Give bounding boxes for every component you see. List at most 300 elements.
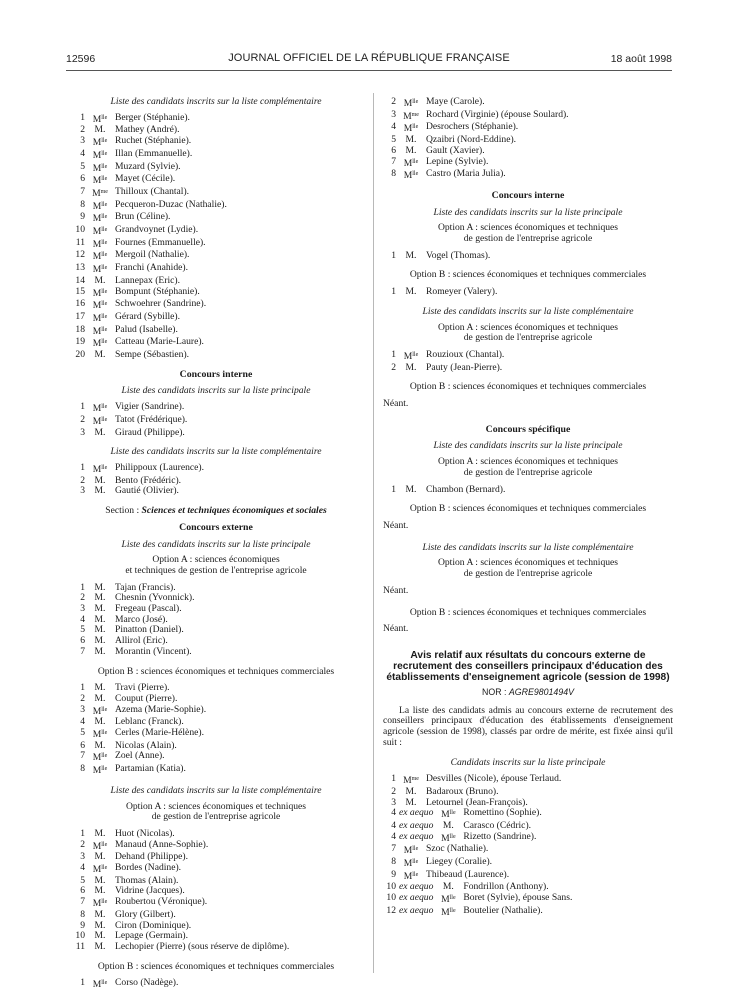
rank-number: 8 [391, 856, 396, 868]
civility-title [85, 250, 115, 263]
candidate-name: Sempe (Sébastien). [115, 349, 190, 361]
rank-number: 1 [391, 483, 396, 495]
candidate-name: Giraud (Philippe). [115, 426, 185, 438]
rank-number: 9 [80, 211, 85, 223]
list-title: Liste des candidats inscrits sur la liste complémentaire [110, 784, 322, 796]
candidate-name: Philippoux (Laurence). [115, 461, 204, 473]
civility-abbrev: M [92, 113, 102, 125]
rank-number: 3 [80, 851, 85, 863]
option-line: Option A : sciences économiques et techniques [125, 800, 307, 812]
civility-abbrev: M [92, 200, 102, 212]
candidate-name: Travi (Pierre). [115, 682, 170, 694]
candidate-list [383, 350, 673, 373]
civility-abbrev: M. [94, 124, 106, 136]
civility-abbrev: M [92, 187, 101, 199]
rank-number: 11 [75, 941, 85, 952]
candidate-row [383, 774, 673, 787]
civility-title [396, 844, 426, 857]
civility-abbrev: M [403, 157, 413, 169]
candidate-name: Muzard (Sylvie). [115, 160, 181, 172]
candidate-name: Vogel (Thomas). [426, 249, 491, 261]
candidate-row [72, 486, 360, 497]
civility-superscript: lle [101, 404, 108, 411]
civility-superscript: lle [101, 980, 108, 987]
list-title: Liste des candidats inscrits sur la liste principale [433, 440, 623, 452]
candidate-list [72, 583, 360, 658]
civility-title [433, 906, 463, 919]
option-line: Option A : sciences économiques et techniques [437, 222, 619, 234]
candidate-list [383, 97, 673, 182]
candidate-list [383, 485, 673, 496]
civility-abbrev: M. [442, 819, 454, 831]
candidate-name: Qzaibri (Nord-Eddine). [426, 134, 517, 146]
civility-abbrev: M. [94, 624, 106, 636]
civility-abbrev: M. [94, 919, 106, 931]
ex-aequo-label: ex aequo [399, 904, 434, 916]
civility-superscript: lle [449, 810, 456, 817]
list-title: Liste des candidats inscrits sur la liste complémentaire [422, 305, 634, 317]
candidate-name: Boutelier (Nathalie). [463, 904, 543, 916]
rank-number: 6 [391, 144, 396, 156]
candidate-name: Ciron (Dominique). [115, 919, 192, 931]
civility-abbrev: M. [405, 483, 417, 495]
civility-superscript: lle [101, 176, 108, 183]
rank-number: 1 [80, 461, 85, 473]
candidate-name: Rizetto (Sandrine). [463, 830, 537, 842]
ex-aequo-label: ex aequo [399, 881, 434, 893]
civility-title [85, 942, 115, 953]
rank-number: 2 [391, 96, 396, 107]
candidate-row [72, 136, 360, 149]
civility-title [85, 287, 115, 300]
civility-abbrev: M [403, 170, 413, 182]
civility-abbrev: M [92, 403, 102, 415]
candidate-name: Thomas (Alain). [115, 874, 179, 886]
civility-abbrev: M [92, 287, 102, 299]
civility-abbrev: M. [94, 592, 106, 604]
candidate-row [72, 910, 360, 921]
rank-number: 15 [75, 285, 85, 297]
civility-abbrev: M [92, 300, 102, 312]
candidate-name: Palud (Isabelle). [115, 323, 178, 335]
civility-abbrev: M [441, 894, 450, 906]
publication-date: 18 août 1998 [610, 53, 672, 65]
right-column [383, 97, 673, 919]
civility-superscript: lle [101, 288, 108, 295]
civility-abbrev: M [92, 251, 102, 263]
candidate-row [72, 312, 360, 325]
rank-number: 2 [80, 592, 85, 604]
civility-title [85, 978, 115, 991]
ex-aequo-label: ex aequo [399, 819, 434, 831]
section-name: Sciences et techniques économiques et sociales [141, 505, 327, 517]
civility-superscript: lle [101, 227, 108, 234]
civility-superscript: lle [412, 859, 419, 866]
civility-abbrev: M. [94, 885, 106, 897]
candidate-list [383, 287, 673, 298]
list-title: Liste des candidats inscrits sur la liste principale [433, 206, 623, 218]
civility-abbrev: M [403, 123, 413, 135]
candidate-name: Liegey (Coralie). [426, 856, 493, 868]
civility-title [85, 299, 115, 312]
civility-abbrev: M [92, 898, 102, 910]
candidate-name: Maye (Carole). [426, 96, 485, 107]
civility-superscript: lle [412, 99, 419, 105]
candidate-name: Fondrillon (Anthony). [463, 881, 549, 893]
candidate-name: Bento (Frédéric). [115, 474, 182, 486]
nor-label: NOR : [482, 686, 507, 697]
option-title: Option B : sciences économiques et techniques commerciales [409, 606, 647, 618]
rank-number: 3 [80, 426, 85, 438]
civility-superscript: lle [412, 846, 419, 853]
civility-superscript: lle [449, 907, 456, 914]
civility-title [85, 751, 115, 764]
rank-number: 10 [386, 881, 396, 893]
candidate-name: Chambon (Bernard). [426, 483, 506, 495]
candidate-name: Nicolas (Alain). [115, 739, 177, 751]
civility-superscript: lle [101, 841, 108, 848]
rank-number: 7 [80, 750, 85, 762]
candidate-name: Bordes (Nadine). [115, 862, 182, 874]
civility-title [85, 647, 115, 658]
rank-number: 11 [75, 236, 85, 248]
civility-superscript: lle [101, 150, 108, 157]
candidate-name: Mayet (Cécile). [115, 173, 176, 185]
candidate-row [72, 225, 360, 238]
candidate-name: Desvilles (Nicole), épouse Terlaud. [426, 773, 562, 785]
candidate-row [72, 276, 360, 287]
option-title: Option B : sciences économiques et techniques commerciales [97, 960, 335, 972]
page-header [66, 50, 672, 68]
option-title: Option B : sciences économiques et techniques commerciales [97, 665, 335, 677]
civility-abbrev: M [92, 765, 102, 777]
neant-text: Néant. [383, 623, 409, 635]
candidate-row [72, 647, 360, 658]
candidate-row [383, 787, 673, 798]
civility-title [396, 146, 426, 157]
civility-abbrev: M [92, 338, 102, 350]
option-line: Option A : sciences économiques et techniques [437, 557, 619, 569]
civility-abbrev: M [92, 705, 102, 717]
civility-superscript: lle [101, 201, 108, 208]
rank-number: 2 [80, 474, 85, 486]
rank-number: 1 [80, 827, 85, 839]
section-heading: Concours externe [179, 521, 253, 533]
rank-number: 4 [391, 807, 396, 819]
candidate-name: Partamian (Katia). [115, 763, 186, 775]
candidate-name: Mergoil (Nathalie). [115, 249, 190, 261]
candidate-name: Allirol (Eric). [115, 635, 168, 647]
candidate-name: Schwoehrer (Sandrine). [115, 298, 207, 310]
rank-number: 7 [391, 843, 396, 855]
civility-abbrev: M. [94, 474, 106, 486]
list-title: Liste des candidats inscrits sur la liste complémentaire [422, 541, 634, 553]
civility-abbrev: M [92, 729, 102, 741]
civility-title [85, 225, 115, 238]
civility-abbrev: M [441, 832, 450, 844]
civility-abbrev: M [441, 906, 450, 918]
civility-superscript: lle [101, 214, 108, 221]
candidate-row [383, 251, 673, 262]
candidate-name: Vidrine (Jacques). [115, 885, 185, 897]
civility-title [396, 157, 426, 170]
civility-abbrev: M [92, 213, 102, 225]
candidate-name: Rouzioux (Chantal). [426, 348, 505, 360]
civility-superscript: lle [101, 163, 108, 170]
candidate-name: Azema (Marie-Sophie). [115, 703, 207, 715]
civility-abbrev: M. [94, 851, 106, 863]
rank-number: 6 [80, 739, 85, 751]
candidate-name: Pecqueron-Duzac (Nathalie). [115, 198, 227, 210]
section-title [72, 506, 360, 517]
candidate-row [383, 857, 673, 870]
candidate-name: Corso (Nadège). [115, 977, 179, 989]
candidate-row [383, 350, 673, 363]
civility-title [85, 741, 115, 752]
civility-title [85, 212, 115, 225]
candidate-name: Couput (Pierre). [115, 692, 178, 704]
candidate-list [72, 113, 360, 361]
candidate-row [72, 764, 360, 777]
civility-superscript: lle [449, 895, 456, 902]
civility-abbrev: M. [94, 426, 106, 438]
civility-superscript: lle [101, 899, 108, 906]
civility-title [85, 694, 115, 705]
rank-number: 5 [391, 134, 396, 146]
rank-number: 1 [80, 111, 85, 123]
rank-number: 3 [80, 603, 85, 615]
candidate-row [383, 485, 673, 496]
option-line: de gestion de l'entreprise agricole [151, 811, 281, 823]
candidate-name: Leblanc (Franck). [115, 716, 184, 728]
civility-superscript: lle [412, 124, 419, 131]
civility-abbrev: M [92, 175, 102, 187]
section-label: Section : [105, 505, 140, 517]
civility-title [433, 893, 463, 906]
rank-number: 1 [80, 581, 85, 593]
civility-superscript: me [411, 776, 419, 783]
option-title [72, 555, 360, 576]
option-title: Option B : sciences économiques et techniques commerciales [409, 381, 647, 393]
civility-title [85, 764, 115, 777]
rank-number: 17 [75, 310, 85, 322]
candidate-name: Fournes (Emmanuelle). [115, 236, 206, 248]
civility-abbrev: M. [405, 286, 417, 298]
option-title [383, 223, 673, 244]
candidate-name: Bompunt (Stéphanie). [115, 285, 200, 297]
nor-code: AGRE9801494V [508, 686, 574, 697]
ex-aequo-label: ex aequo [399, 892, 434, 904]
civility-title [85, 187, 115, 200]
candidate-row [72, 978, 360, 991]
rank-number: 4 [391, 830, 396, 842]
civility-abbrev: M. [405, 785, 417, 797]
civility-superscript: lle [101, 464, 108, 471]
civility-abbrev: M. [442, 881, 454, 893]
civility-title [85, 852, 115, 863]
option-title: Option B : sciences économiques et techniques commerciales [409, 269, 647, 281]
neant-text: Néant. [383, 584, 409, 596]
rank-number: 2 [391, 785, 396, 797]
civility-abbrev: M. [94, 485, 106, 497]
candidate-row [72, 463, 360, 476]
rank-number: 3 [80, 703, 85, 715]
civility-superscript: me [100, 188, 108, 195]
rank-number: 1 [391, 773, 396, 785]
candidate-row [383, 287, 673, 298]
rank-number: 7 [391, 155, 396, 167]
civility-title [396, 169, 426, 182]
section-heading: Concours interne [491, 189, 565, 201]
civility-superscript: lle [101, 766, 108, 773]
candidate-row [383, 146, 673, 157]
civility-abbrev: M. [405, 144, 417, 156]
candidate-row [383, 169, 673, 182]
candidate-name: Fregeau (Pascal). [115, 603, 182, 615]
option-title [72, 802, 360, 823]
candidate-row [72, 428, 360, 439]
option-line: de gestion de l'entreprise agricole [463, 233, 593, 245]
civility-superscript: lle [101, 114, 108, 121]
civility-title [396, 251, 426, 262]
candidate-row [72, 863, 360, 876]
rank-number: 16 [75, 298, 85, 310]
civility-abbrev: M [403, 858, 413, 870]
civility-title [85, 276, 115, 287]
candidate-name: Lepine (Sylvie). [426, 155, 489, 167]
rank-number: 4 [80, 716, 85, 728]
candidate-name: Thibeaud (Laurence). [426, 868, 510, 880]
candidate-row [72, 149, 360, 162]
civility-abbrev: M. [94, 682, 106, 694]
rank-number: 1 [391, 286, 396, 298]
rank-number: 4 [80, 147, 85, 159]
civility-abbrev: M [92, 864, 102, 876]
candidate-name: Carasco (Cédric). [463, 819, 532, 831]
notice-title: Avis relatif aux résultats du concours externe de recrutement des conseillers principaux d'éducation des établissements d'enseignement agricole (session de 1998) [386, 649, 670, 683]
civility-superscript: lle [101, 301, 108, 308]
candidate-row [383, 97, 673, 110]
civility-title [85, 325, 115, 338]
rank-number: 4 [80, 613, 85, 625]
candidate-list [383, 774, 673, 918]
rank-number: 6 [80, 635, 85, 647]
candidate-name: Rochard (Virginie) (épouse Soulard). [426, 108, 569, 120]
civility-superscript: lle [101, 239, 108, 246]
candidate-name: Gautié (Olivier). [115, 485, 179, 497]
candidate-row [72, 187, 360, 200]
civility-abbrev: M. [405, 796, 417, 808]
left-column [72, 97, 360, 991]
candidate-name: Tatot (Frédérique). [115, 413, 188, 425]
civility-abbrev: M. [94, 635, 106, 647]
candidate-name: Illan (Emmanuelle). [115, 147, 193, 159]
rank-number: 10 [75, 930, 85, 942]
rank-number: 12 [75, 249, 85, 261]
civility-title [85, 717, 115, 728]
civility-superscript: lle [101, 865, 108, 872]
candidate-name: Pinatton (Daniel). [115, 624, 184, 636]
candidate-row [383, 906, 673, 919]
candidate-name: Mathey (André). [115, 124, 180, 136]
civility-title [396, 97, 426, 110]
candidate-row [72, 728, 360, 741]
civility-abbrev: M [92, 149, 102, 161]
civility-superscript: me [411, 111, 419, 118]
candidate-name: Gault (Xavier). [426, 144, 485, 156]
rank-number: 1 [80, 977, 85, 989]
option-line: et techniques de gestion de l'entreprise agricole [125, 564, 307, 576]
civility-abbrev: M [403, 110, 412, 122]
list-title: Liste des candidats inscrits sur la liste principale [121, 385, 311, 397]
option-line: Option A : sciences économiques [152, 554, 280, 566]
candidate-name: Romeyer (Valery). [426, 286, 498, 298]
civility-abbrev: M. [94, 827, 106, 839]
rank-number: 8 [80, 763, 85, 775]
rank-number: 8 [80, 198, 85, 210]
rank-number: 14 [75, 274, 85, 286]
civility-superscript: lle [412, 158, 419, 165]
civility-title [433, 882, 463, 893]
rank-number: 3 [391, 108, 396, 120]
rank-number: 2 [80, 838, 85, 850]
civility-superscript: lle [412, 351, 419, 358]
candidate-list [72, 683, 360, 777]
ex-aequo-label: ex aequo [399, 830, 434, 842]
rank-number: 2 [391, 361, 396, 373]
candidate-row [72, 402, 360, 415]
candidate-name: Zoel (Anne). [115, 750, 165, 762]
civility-abbrev: M [92, 463, 102, 475]
civility-abbrev: M [92, 752, 102, 764]
civility-superscript: lle [101, 138, 108, 145]
rank-number: 1 [391, 249, 396, 261]
civility-superscript: lle [101, 313, 108, 320]
civility-title [85, 486, 115, 497]
candidate-row [72, 942, 360, 953]
candidate-row [72, 263, 360, 276]
section-heading: Concours spécifique [485, 423, 571, 435]
civility-abbrev: M. [405, 249, 417, 261]
civility-superscript: lle [101, 252, 108, 259]
civility-abbrev: M [92, 226, 102, 238]
civility-abbrev: M [441, 809, 450, 821]
civility-abbrev: M [92, 840, 102, 852]
rank-number: 18 [75, 323, 85, 335]
rank-number: 1 [80, 401, 85, 413]
list-title: Liste des candidats inscrits sur la liste complémentaire [110, 96, 322, 107]
civility-title [85, 428, 115, 439]
civility-abbrev: M [92, 162, 102, 174]
candidate-row [383, 363, 673, 374]
option-line: Option A : sciences économiques et techniques [437, 321, 619, 333]
option-line: de gestion de l'entreprise agricole [463, 568, 593, 580]
list-title: Liste des candidats inscrits sur la liste complémentaire [110, 446, 322, 458]
rank-number: 5 [80, 624, 85, 636]
rank-number: 10 [75, 224, 85, 236]
rank-number: 12 [386, 904, 396, 916]
rank-number: 13 [75, 262, 85, 274]
civility-title [85, 174, 115, 187]
header-rule [66, 70, 672, 71]
page-number: 12596 [66, 53, 96, 65]
civility-abbrev: M [92, 312, 102, 324]
rank-number: 20 [75, 349, 85, 361]
civility-abbrev: M. [94, 692, 106, 704]
rank-number: 7 [80, 896, 85, 908]
neant-text: Néant. [383, 398, 409, 410]
civility-abbrev: M [92, 415, 102, 427]
